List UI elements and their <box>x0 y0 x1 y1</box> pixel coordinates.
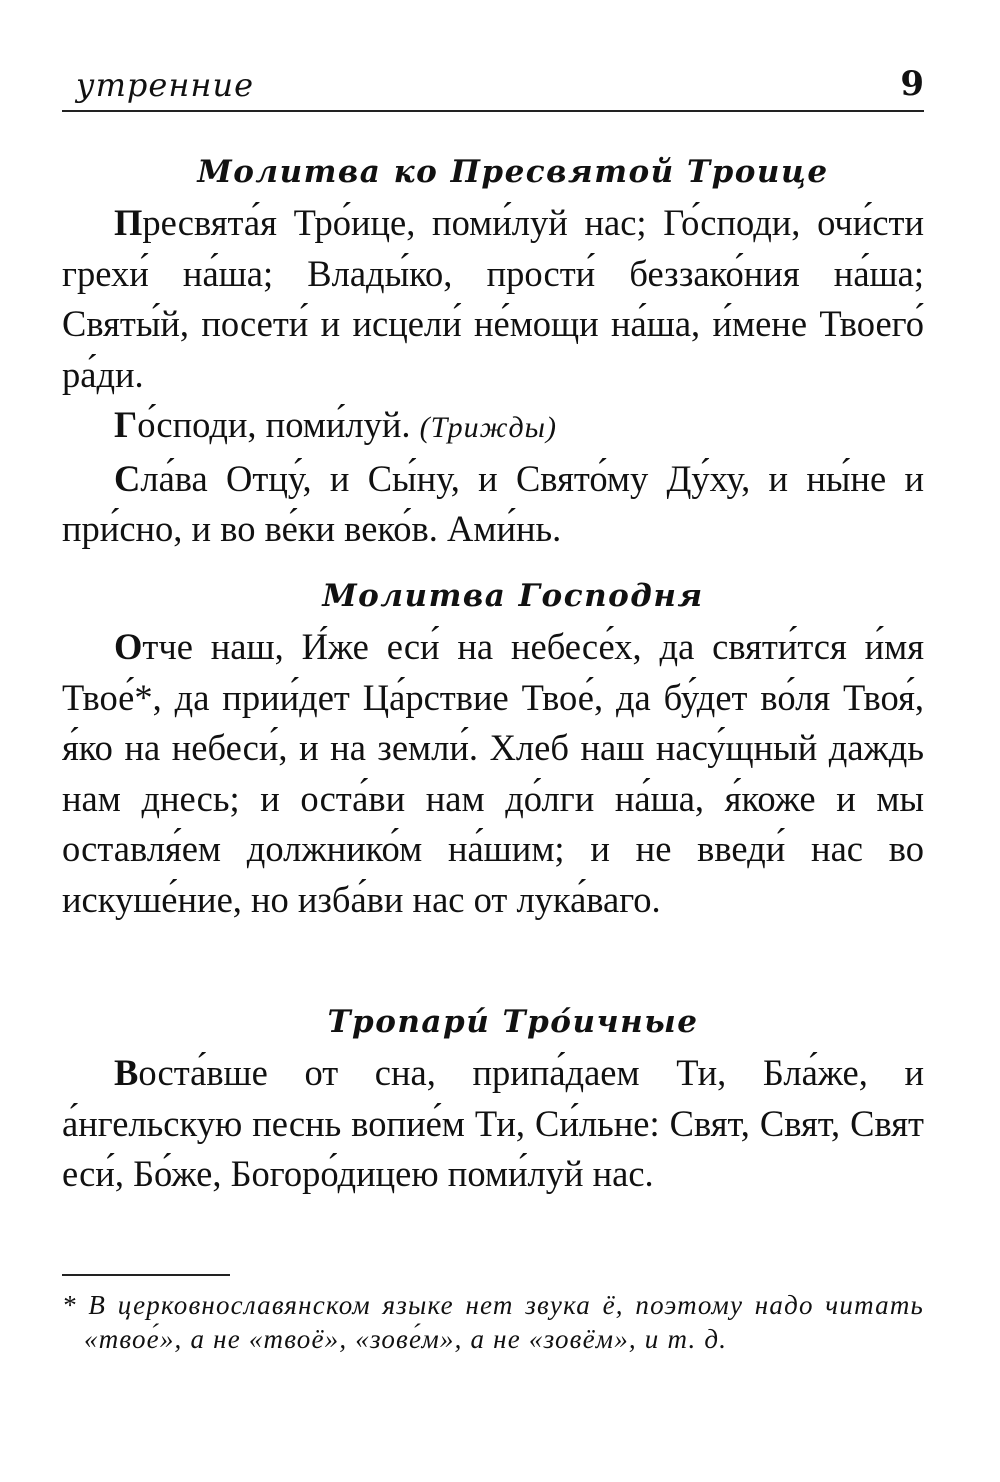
initial-letter: О <box>114 626 143 667</box>
section-trinity-troparia <box>62 1000 924 1200</box>
initial-letter: В <box>114 1052 139 1093</box>
page-number: 9 <box>900 64 924 104</box>
footnote <box>62 1288 924 1356</box>
section-title: Тропари́ Тро́ичные <box>327 1004 699 1040</box>
footnote-text: * В церковнославянском языке нет звука ё, поэтому надо читать «твое́», а не «твоё», «зове́м», а не «зовём», и т. д. <box>62 1290 924 1354</box>
prayer-paragraph <box>62 400 924 454</box>
initial-letter: Г <box>114 404 138 445</box>
section-holy-trinity-prayer <box>62 150 924 555</box>
prayer-paragraph <box>62 622 924 925</box>
paragraph-text: ресвята́я Тро́ице, поми́луй нас; Го́споди, очи́сти грехи́ на́ша; Влады́ко, прости́ беззако́ния на́ша; Святы́й, посети́ и исцели́ не́мощи на́ша, и́мене Твоего́ ра́ди. <box>62 202 924 395</box>
prayer-paragraph <box>62 454 924 555</box>
prayer-paragraph <box>62 1048 924 1200</box>
paragraph-text: о́споди, поми́луй. <box>137 404 411 445</box>
initial-letter: С <box>114 457 141 499</box>
running-title: утренние <box>76 66 255 104</box>
section-title: Молитва ко Пресвятой Троице <box>197 154 829 190</box>
footnote-divider <box>62 1274 230 1276</box>
rubric-note: (Трижды) <box>419 411 557 444</box>
section-title: Молитва Господня <box>322 578 704 614</box>
paragraph-text: ла́ва Отцу́, и Сы́ну, и Свято́му Ду́ху, и ны́не и при́сно, и во ве́ки веко́в. Ами́нь. <box>62 457 924 549</box>
running-header <box>62 62 924 112</box>
prayer-paragraph <box>62 198 924 400</box>
initial-letter: П <box>114 202 143 243</box>
paragraph-text: оста́вше от сна, припа́даем Ти, Бла́же, и а́нгельскую песнь вопие́м Ти, Си́льне: Свят, Свят, Свят еси́, Бо́же, Богоро́дицею поми́луй нас. <box>62 1052 924 1194</box>
paragraph-text: тче наш, И́же еси́ на небесе́х, да святи́тся и́мя Твое́*, да прии́дет Ца́рствие Твое́, да бу́дет во́ля Твоя́, я́ко на небеси́, и на земли́. Хлеб наш насу́щный даждь нам днесь; и оста́ви нам до́лги на́ша, я́коже и мы оставля́ем должнико́м на́шим; и не введи́ нас во искуше́ние, но изба́ви нас от лука́ваго. <box>62 626 924 920</box>
section-lords-prayer <box>62 574 924 925</box>
